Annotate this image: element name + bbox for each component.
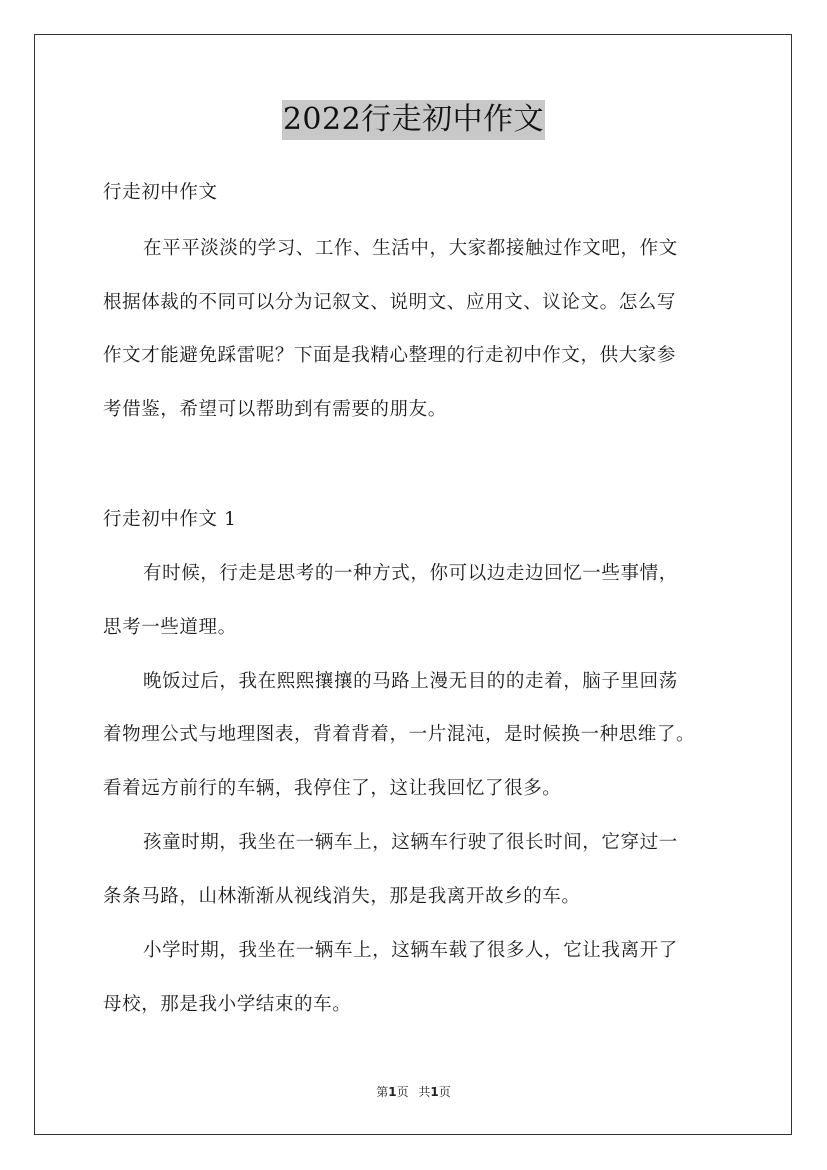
page-suffix: 页 <box>396 1085 409 1099</box>
subheading: 行走初中作文 <box>103 182 218 203</box>
essay-heading: 行走初中作文 1 <box>103 509 237 530</box>
page-footer <box>0 1083 827 1100</box>
page-number: 1 <box>388 1085 397 1099</box>
essay-line: 晚饭过后，我在熙熙攘攘的马路上漫无目的的走着，脑子里回荡 <box>143 671 678 692</box>
essay-line: 小学时期，我坐在一辆车上，这辆车载了很多人，它让我离开了 <box>143 940 678 961</box>
essay-line: 看着远方前行的车辆，我停住了，这让我回忆了很多。 <box>103 778 562 799</box>
total-suffix: 页 <box>438 1085 451 1099</box>
total-indicator <box>418 1085 450 1099</box>
page-indicator <box>376 1085 408 1099</box>
essay-line: 着物理公式与地理图表，背着背着，一片混沌，是时候换一种思维了。 <box>103 724 696 745</box>
title-container <box>0 100 827 140</box>
total-number: 1 <box>430 1085 439 1099</box>
essay-line: 条条马路，山林渐渐从视线消失，那是我离开故乡的车。 <box>103 886 581 907</box>
essay-line: 有时候，行走是思考的一种方式，你可以边走边回忆一些事情， <box>143 563 678 584</box>
intro-line: 考借鉴，希望可以帮助到有需要的朋友。 <box>103 399 447 420</box>
page-prefix: 第 <box>376 1085 389 1099</box>
total-prefix: 共 <box>418 1085 431 1099</box>
intro-line: 在平平淡淡的学习、工作、生活中，大家都接触过作文吧，作文 <box>143 238 678 259</box>
intro-line: 根据体裁的不同可以分为记叙文、说明文、应用文、议论文。怎么写 <box>103 292 677 313</box>
document-title: 2022行走初中作文 <box>282 100 545 140</box>
intro-line: 作文才能避免踩雷呢？下面是我精心整理的行走初中作文，供大家参 <box>103 345 677 366</box>
essay-line: 思考一些道理。 <box>103 617 237 638</box>
essay-line: 母校，那是我小学结束的车。 <box>103 994 352 1015</box>
essay-line: 孩童时期，我坐在一辆车上，这辆车行驶了很长时间，它穿过一 <box>143 832 678 853</box>
